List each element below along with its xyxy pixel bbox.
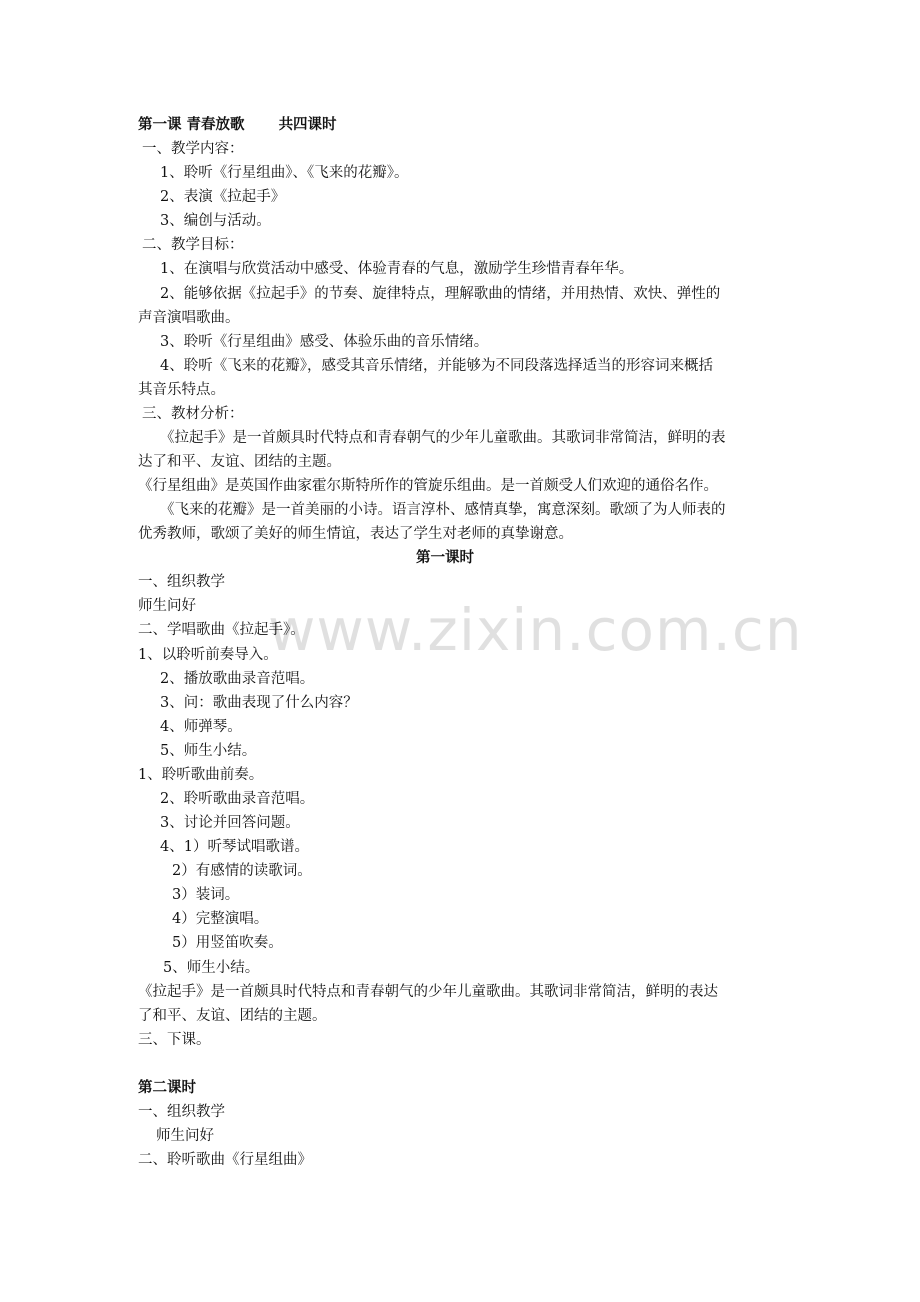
- lesson1-line: 3、讨论并回答问题。: [160, 815, 300, 831]
- lesson1-line: 3、问：歌曲表现了什么内容？: [160, 695, 358, 711]
- lesson1-line: 师生问好: [138, 598, 196, 614]
- analysis-p2: 《行星组曲》是英国作曲家霍尔斯特所作的管旋乐组曲。是一首颇受人们欢迎的通俗名作。: [138, 478, 718, 494]
- lesson1-line: 二、学唱歌曲《拉起手》。: [138, 622, 305, 638]
- lesson1-line: 1、以聆听前奏导入。: [138, 647, 278, 663]
- content-item-2: 2、表演《拉起手》: [160, 189, 286, 205]
- goal-4-line-2: 其音乐特点。: [138, 382, 225, 398]
- lesson2-line: 一、组织教学: [138, 1104, 225, 1120]
- lesson1-line: 一、组织教学: [138, 574, 225, 590]
- content-item-1: 1、聆听《行星组曲》、《飞来的花瓣》。: [160, 165, 409, 181]
- lesson1-line: 2、播放歌曲录音范唱。: [160, 671, 315, 687]
- section-heading-analysis: 三、教材分析：: [142, 406, 244, 422]
- lesson1-summary-line-1: 《拉起手》是一首颇具时代特点和青春朝气的少年儿童歌曲。其歌词非常简洁，鲜明的表达: [138, 984, 718, 1000]
- lesson1-line: 三、下课。: [138, 1032, 211, 1048]
- lesson1-line: 5）用竖笛吹奏。: [172, 935, 283, 951]
- goal-2-line-1: 2、能够依据《拉起手》的节奏、旋律特点，理解歌曲的情绪，并用热情、欢快、弹性的: [160, 286, 721, 302]
- goal-1: 1、在演唱与欣赏活动中感受、体验青春的气息，激励学生珍惜青春年华。: [160, 261, 634, 277]
- lesson-hours: 共四课时: [278, 116, 337, 133]
- section-heading-content: 一、教学内容：: [142, 141, 244, 157]
- lesson2-line: 师生问好: [156, 1128, 214, 1144]
- analysis-p1-line-2: 达了和平、友谊、团结的主题。: [138, 454, 341, 470]
- lesson1-line: 2）有感情的读歌词。: [172, 863, 312, 879]
- lesson1-line: 4、1）听琴试唱歌谱。: [160, 839, 309, 855]
- lesson1-title: 第一课时: [416, 549, 474, 566]
- lesson1-line: 4、师弹琴。: [160, 719, 242, 735]
- content-item-3: 3、编创与活动。: [160, 213, 271, 229]
- lesson2-title: 第二课时: [138, 1079, 196, 1096]
- lesson1-line: 4）完整演唱。: [172, 911, 269, 927]
- watermark: www.zixin.com.cn: [268, 596, 803, 664]
- section-heading-goals: 二、教学目标：: [142, 237, 244, 253]
- goal-4-line-1: 4、聆听《飞来的花瓣》，感受其音乐情绪，并能够为不同段落选择适当的形容词来概括: [160, 358, 713, 374]
- lesson1-line: 1、聆听歌曲前奏。: [138, 767, 264, 783]
- lesson2-line: 二、聆听歌曲《行星组曲》: [138, 1152, 312, 1168]
- lesson1-line: 2、聆听歌曲录音范唱。: [160, 791, 315, 807]
- lesson-title: [138, 113, 337, 137]
- analysis-p1-line-1: 《拉起手》是一首颇具时代特点和青春朝气的少年儿童歌曲。其歌词非常简洁，鲜明的表: [160, 430, 726, 446]
- lesson1-line: 5、师生小结。: [163, 960, 260, 976]
- lesson1-line: 5、师生小结。: [160, 743, 257, 759]
- lesson1-line: 3）装词。: [172, 887, 240, 903]
- lesson1-summary-line-2: 了和平、友谊、团结的主题。: [138, 1008, 327, 1024]
- goal-2-line-2: 声音演唱歌曲。: [138, 310, 240, 326]
- analysis-p3-line-2: 优秀教师，歌颂了美好的师生情谊，表达了学生对老师的真挚谢意。: [138, 526, 573, 542]
- analysis-p3-line-1: 《飞来的花瓣》是一首美丽的小诗。语言淳朴、感情真挚，寓意深刻。歌颂了为人师表的: [160, 502, 726, 518]
- goal-3: 3、聆听《行星组曲》感受、体验乐曲的音乐情绪。: [160, 334, 489, 350]
- lesson-title-text: 第一课 青春放歌: [138, 116, 245, 133]
